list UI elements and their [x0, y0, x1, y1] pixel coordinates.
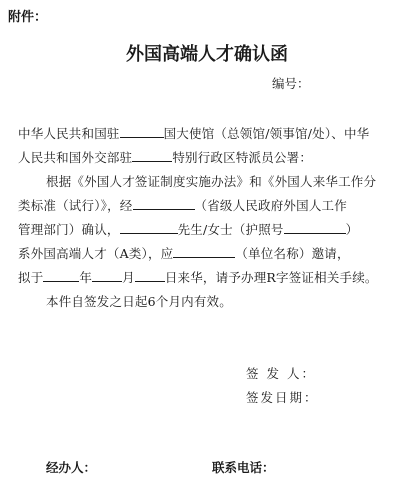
body-line — [18, 220, 358, 238]
body-text: 国大使馆（总领馆/领事馆/处）、中华 — [163, 126, 370, 141]
issuer-label: 签 发 人： — [246, 366, 316, 381]
body-text: ） — [345, 222, 359, 237]
body-line — [18, 124, 369, 142]
body-line — [18, 148, 312, 166]
body-text: 特别行政区特派员公署： — [172, 150, 313, 165]
blank-year — [43, 269, 79, 282]
blank-authority — [133, 197, 195, 210]
validity-note: 本件自签发之日起6个月内有效。 — [46, 294, 232, 309]
handler-label: 经办人： — [46, 460, 97, 475]
body-text: 年 — [79, 270, 93, 285]
body-text: 中华人民共和国驻 — [18, 126, 120, 141]
body-line — [18, 196, 347, 214]
issue-date-label: 签发日期： — [246, 390, 319, 405]
blank-day — [135, 269, 165, 282]
body-text: 根据《外国人才签证制度实施办法》和《外国人来华工作分 — [46, 174, 377, 189]
contact-phone-label: 联系电话： — [212, 460, 275, 475]
body-text: 月 — [122, 270, 135, 285]
blank-region — [132, 149, 172, 162]
body-line — [46, 172, 376, 190]
body-text: （省级人民政府外国人工作 — [194, 198, 347, 213]
attachment-label: 附件： — [8, 10, 48, 25]
blank-employer — [173, 245, 235, 258]
body-text: 管理部门）确认， — [18, 222, 120, 237]
document-title: 外国高端人才确认函 — [126, 44, 288, 65]
body-line — [18, 268, 378, 286]
blank-name — [120, 221, 178, 234]
body-line — [18, 244, 350, 262]
blank-country — [120, 125, 164, 138]
body-text: 日来华，请予办理R字签证相关手续。 — [164, 270, 378, 285]
blank-passport — [284, 221, 346, 234]
body-text: 拟于 — [18, 270, 44, 285]
blank-month — [92, 269, 122, 282]
body-text: 人民共和国外交部驻 — [18, 150, 133, 165]
body-text: （单位名称）邀请， — [235, 246, 350, 261]
body-text: 系外国高端人才（A类），应 — [18, 246, 174, 261]
serial-number-label: 编号： — [272, 76, 310, 91]
body-text: 先生/女士（护照号 — [177, 222, 284, 237]
body-text: 类标准（试行）》，经 — [18, 198, 133, 213]
